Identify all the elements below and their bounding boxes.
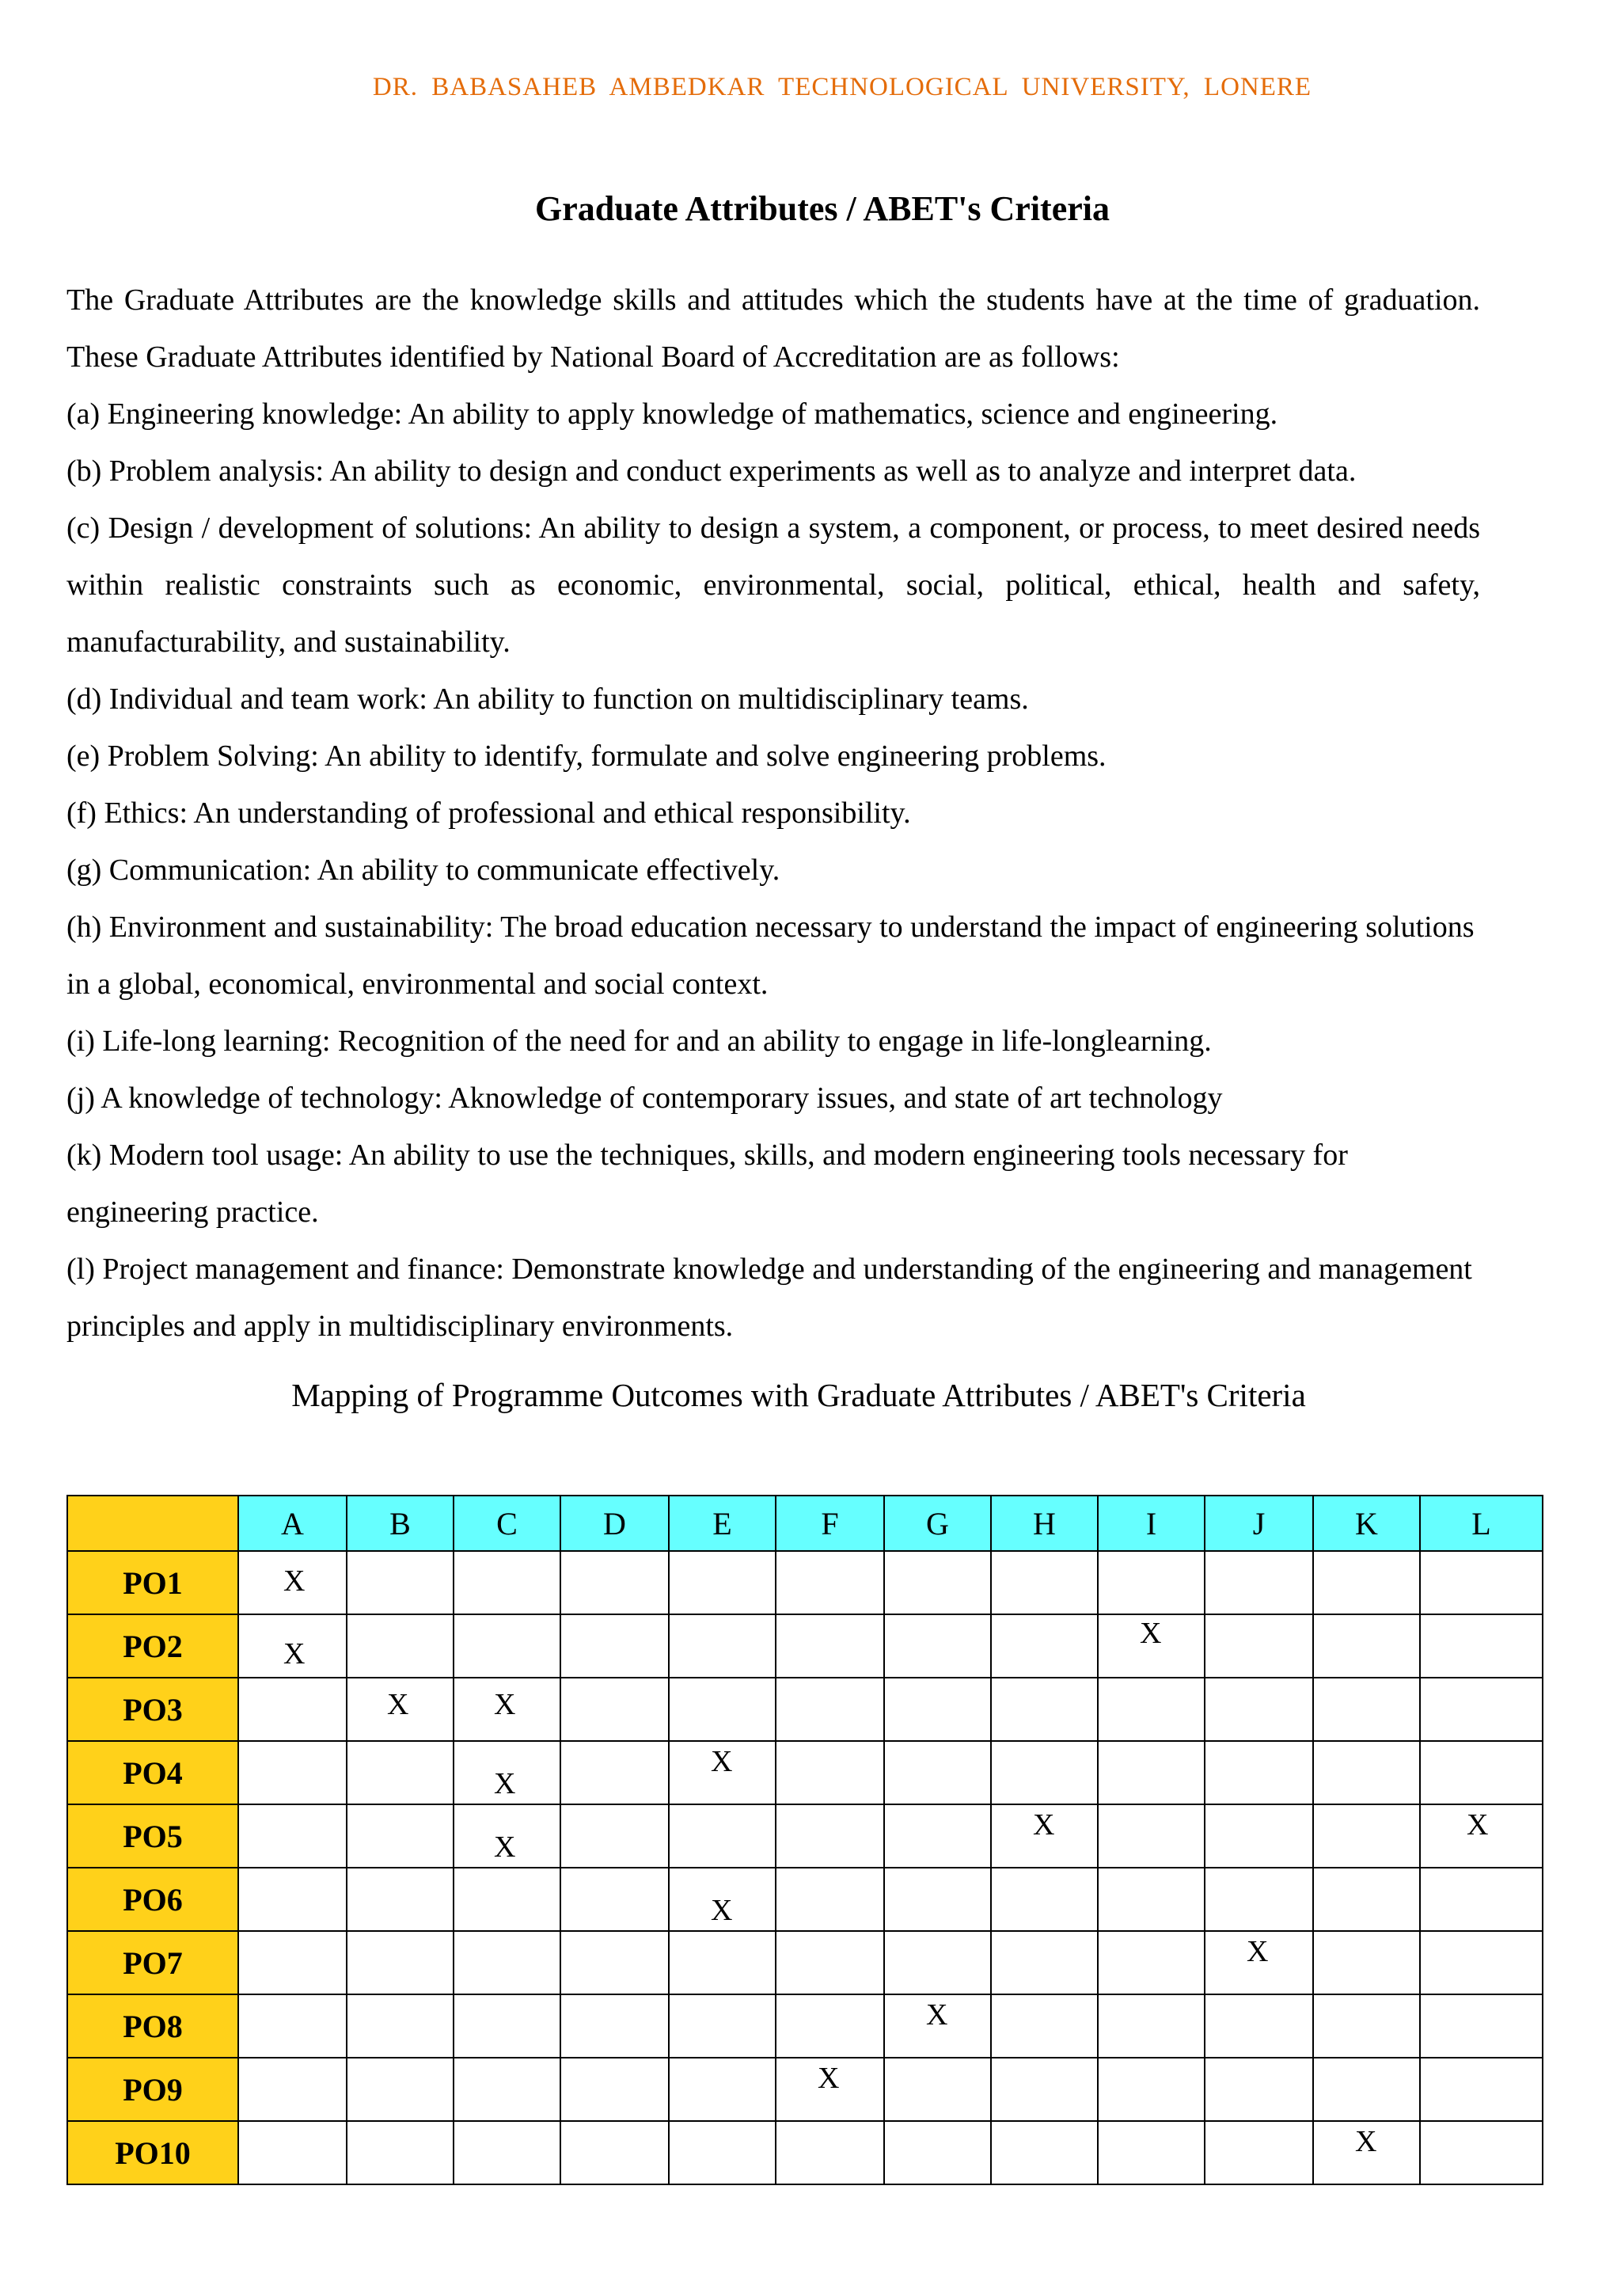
- cell-po1-f: [776, 1551, 884, 1614]
- cell-po3-h: [991, 1678, 1098, 1741]
- cell-po10-g: [884, 2121, 991, 2184]
- cell-po6-b: [347, 1868, 454, 1931]
- mapping-title: Mapping of Programme Outcomes with Graduate Attributes / ABET's Criteria: [291, 1377, 1306, 1413]
- cell-po9-c: [454, 2058, 560, 2121]
- cell-po3-k: [1313, 1678, 1420, 1741]
- cell-po9-k: [1313, 2058, 1420, 2121]
- column-header-c: C: [454, 1496, 560, 1551]
- table-row: [67, 1678, 1543, 1741]
- attribute-c: (c) Design / development of solutions: An ability to design a system, a component, or process, to meet desired needs within realistic constraints such as economic, environmental, social, political, ethical, health and safety, manufacturability, and sustainability.: [66, 511, 1480, 659]
- table-row: [67, 1614, 1543, 1678]
- cell-po3-l: [1420, 1678, 1543, 1741]
- cell-po5-g: [884, 1804, 991, 1868]
- cell-po6-j: [1205, 1868, 1313, 1931]
- cell-po9-h: [991, 2058, 1098, 2121]
- table-row: [67, 1741, 1543, 1804]
- mapping-mark: X: [494, 1688, 516, 1721]
- cell-po8-c: [454, 1994, 560, 2058]
- row-header-po2: PO2: [67, 1614, 238, 1678]
- attribute-f: (f) Ethics: An understanding of professional and ethical responsibility.: [66, 796, 911, 830]
- cell-po1-i: [1098, 1551, 1205, 1614]
- cell-po7-b: [347, 1931, 454, 1994]
- cell-po3-g: [884, 1678, 991, 1741]
- row-header-po10: PO10: [67, 2121, 238, 2184]
- cell-po10-j: [1205, 2121, 1313, 2184]
- attribute-g: (g) Communication: An ability to communicate effectively.: [66, 853, 780, 887]
- cell-po1-l: [1420, 1551, 1543, 1614]
- cell-po2-k: [1313, 1614, 1420, 1678]
- cell-po5-a: [238, 1804, 347, 1868]
- cell-po4-g: [884, 1741, 991, 1804]
- university-header: DR. BABASAHEB AMBEDKAR TECHNOLOGICAL UNIVERSITY, LONERE: [372, 73, 1312, 101]
- mapping-mark: X: [1140, 1617, 1162, 1650]
- cell-po1-j: [1205, 1551, 1313, 1614]
- cell-po1-b: [347, 1551, 454, 1614]
- cell-po2-i: [1098, 1614, 1205, 1678]
- mapping-mark: X: [283, 1564, 306, 1598]
- cell-po5-f: [776, 1804, 884, 1868]
- mapping-mark: X: [387, 1688, 409, 1721]
- cell-po2-g: [884, 1614, 991, 1678]
- cell-po2-j: [1205, 1614, 1313, 1678]
- table-row: [67, 1551, 1543, 1614]
- cell-po5-b: [347, 1804, 454, 1868]
- column-header-h: H: [991, 1496, 1098, 1551]
- column-header-a: A: [238, 1496, 347, 1551]
- cell-po7-d: [560, 1931, 669, 1994]
- mapping-mark: X: [711, 1894, 733, 1927]
- cell-po5-j: [1205, 1804, 1313, 1868]
- cell-po8-b: [347, 1994, 454, 2058]
- cell-po10-k: [1313, 2121, 1420, 2184]
- cell-po7-a: [238, 1931, 347, 1994]
- attribute-k: (k) Modern tool usage: An ability to use the techniques, skills, and modern engineering tools necessary for engineering practice.: [66, 1138, 1348, 1229]
- page-title: Graduate Attributes / ABET's Criteria: [535, 189, 1110, 228]
- column-header-e: E: [669, 1496, 776, 1551]
- cell-po10-l: [1420, 2121, 1543, 2184]
- column-header-f: F: [776, 1496, 884, 1551]
- cell-po10-b: [347, 2121, 454, 2184]
- attribute-j: (j) A knowledge of technology: Aknowledge of contemporary issues, and state of art technology: [66, 1081, 1223, 1115]
- cell-po5-h: [991, 1804, 1098, 1868]
- cell-po4-j: [1205, 1741, 1313, 1804]
- cell-po7-j: [1205, 1931, 1313, 1994]
- row-header-po3: PO3: [67, 1678, 238, 1741]
- cell-po3-d: [560, 1678, 669, 1741]
- cell-po2-l: [1420, 1614, 1543, 1678]
- table-row: [67, 1931, 1543, 1994]
- intro-paragraph: The Graduate Attributes are the knowledge skills and attitudes which the students have at the time of graduation. These Graduate Attributes identified by National Board of Accreditation are as follows:: [66, 283, 1480, 374]
- cell-po8-d: [560, 1994, 669, 2058]
- cell-po4-a: [238, 1741, 347, 1804]
- cell-po6-f: [776, 1868, 884, 1931]
- cell-po9-d: [560, 2058, 669, 2121]
- cell-po8-i: [1098, 1994, 1205, 2058]
- cell-po6-l: [1420, 1868, 1543, 1931]
- mapping-mark: X: [1033, 1808, 1055, 1842]
- mapping-mark: X: [1467, 1808, 1489, 1842]
- cell-po6-i: [1098, 1868, 1205, 1931]
- attribute-e: (e) Problem Solving: An ability to identify, formulate and solve engineering problems.: [66, 739, 1107, 773]
- cell-po3-f: [776, 1678, 884, 1741]
- cell-po9-i: [1098, 2058, 1205, 2121]
- cell-po10-h: [991, 2121, 1098, 2184]
- cell-po7-c: [454, 1931, 560, 1994]
- cell-po4-i: [1098, 1741, 1205, 1804]
- cell-po5-d: [560, 1804, 669, 1868]
- mapping-mark: X: [1247, 1935, 1269, 1968]
- cell-po4-e: [669, 1741, 776, 1804]
- row-header-po8: PO8: [67, 1994, 238, 2058]
- attribute-i: (i) Life-long learning: Recognition of the need for and an ability to engage in life-longlearning.: [66, 1024, 1212, 1058]
- cell-po7-i: [1098, 1931, 1205, 1994]
- cell-po1-h: [991, 1551, 1098, 1614]
- attribute-b: (b) Problem analysis: An ability to design and conduct experiments as well as to analyze and interpret data.: [66, 454, 1357, 488]
- mapping-mark: X: [494, 1830, 516, 1864]
- cell-po6-a: [238, 1868, 347, 1931]
- cell-po4-h: [991, 1741, 1098, 1804]
- cell-po2-h: [991, 1614, 1098, 1678]
- cell-po3-c: [454, 1678, 560, 1741]
- attribute-h: (h) Environment and sustainability: The broad education necessary to understand the impact of engineering solutions in a global, economical, environmental and social context.: [66, 910, 1475, 1001]
- cell-po10-e: [669, 2121, 776, 2184]
- cell-po8-g: [884, 1994, 991, 2058]
- cell-po6-c: [454, 1868, 560, 1931]
- cell-po3-j: [1205, 1678, 1313, 1741]
- table-row: [67, 1804, 1543, 1868]
- column-header-g: G: [884, 1496, 991, 1551]
- cell-po8-f: [776, 1994, 884, 2058]
- cell-po8-h: [991, 1994, 1098, 2058]
- row-header-po4: PO4: [67, 1741, 238, 1804]
- cell-po10-f: [776, 2121, 884, 2184]
- cell-po5-l: [1420, 1804, 1543, 1868]
- column-header-l: L: [1420, 1496, 1543, 1551]
- attribute-l: (l) Project management and finance: Demonstrate knowledge and understanding of the engineering and management principles and apply in multidisciplinary environments.: [66, 1253, 1472, 1343]
- mapping-mark: X: [283, 1637, 306, 1671]
- cell-po1-a: [238, 1551, 347, 1614]
- cell-po4-l: [1420, 1741, 1543, 1804]
- cell-po3-e: [669, 1678, 776, 1741]
- row-header-po6: PO6: [67, 1868, 238, 1931]
- column-header-b: B: [347, 1496, 454, 1551]
- cell-po1-d: [560, 1551, 669, 1614]
- cell-po10-d: [560, 2121, 669, 2184]
- cell-po3-b: [347, 1678, 454, 1741]
- cell-po5-c: [454, 1804, 560, 1868]
- mapping-mark: X: [1355, 2125, 1377, 2158]
- cell-po4-c: [454, 1741, 560, 1804]
- cell-po10-a: [238, 2121, 347, 2184]
- column-header-j: J: [1205, 1496, 1313, 1551]
- column-header-d: D: [560, 1496, 669, 1551]
- cell-po7-e: [669, 1931, 776, 1994]
- cell-po7-h: [991, 1931, 1098, 1994]
- cell-po3-a: [238, 1678, 347, 1741]
- cell-po2-a: [238, 1614, 347, 1678]
- cell-po4-d: [560, 1741, 669, 1804]
- mapping-mark: X: [926, 1998, 948, 2032]
- cell-po6-g: [884, 1868, 991, 1931]
- table-row: [67, 1868, 1543, 1931]
- cell-po9-j: [1205, 2058, 1313, 2121]
- table-header-row: [67, 1496, 1543, 1551]
- cell-po2-e: [669, 1614, 776, 1678]
- corner-cell: [67, 1496, 238, 1551]
- cell-po6-e: [669, 1868, 776, 1931]
- cell-po7-k: [1313, 1931, 1420, 1994]
- cell-po1-g: [884, 1551, 991, 1614]
- cell-po3-i: [1098, 1678, 1205, 1741]
- cell-po2-c: [454, 1614, 560, 1678]
- attribute-d: (d) Individual and team work: An ability to function on multidisciplinary teams.: [66, 682, 1029, 716]
- attributes-body: [66, 272, 1480, 1355]
- cell-po1-e: [669, 1551, 776, 1614]
- cell-po5-k: [1313, 1804, 1420, 1868]
- column-header-k: K: [1313, 1496, 1420, 1551]
- cell-po9-l: [1420, 2058, 1543, 2121]
- cell-po7-g: [884, 1931, 991, 1994]
- mapping-mark: X: [494, 1767, 516, 1800]
- cell-po8-j: [1205, 1994, 1313, 2058]
- cell-po1-c: [454, 1551, 560, 1614]
- cell-po9-e: [669, 2058, 776, 2121]
- cell-po10-i: [1098, 2121, 1205, 2184]
- cell-po8-e: [669, 1994, 776, 2058]
- cell-po5-i: [1098, 1804, 1205, 1868]
- row-header-po1: PO1: [67, 1551, 238, 1614]
- cell-po9-b: [347, 2058, 454, 2121]
- cell-po8-k: [1313, 1994, 1420, 2058]
- cell-po4-k: [1313, 1741, 1420, 1804]
- cell-po8-a: [238, 1994, 347, 2058]
- table-row: [67, 1994, 1543, 2058]
- cell-po9-f: [776, 2058, 884, 2121]
- cell-po2-b: [347, 1614, 454, 1678]
- cell-po4-b: [347, 1741, 454, 1804]
- cell-po7-f: [776, 1931, 884, 1994]
- table-row: [67, 2058, 1543, 2121]
- cell-po1-k: [1313, 1551, 1420, 1614]
- table-row: [67, 2121, 1543, 2184]
- row-header-po7: PO7: [67, 1931, 238, 1994]
- row-header-po5: PO5: [67, 1804, 238, 1868]
- cell-po8-l: [1420, 1994, 1543, 2058]
- column-header-i: I: [1098, 1496, 1205, 1551]
- mapping-mark: X: [818, 2062, 840, 2095]
- mapping-mark: X: [711, 1745, 733, 1778]
- cell-po6-d: [560, 1868, 669, 1931]
- attribute-a: (a) Engineering knowledge: An ability to apply knowledge of mathematics, science and engineering.: [66, 397, 1278, 431]
- cell-po6-k: [1313, 1868, 1420, 1931]
- cell-po10-c: [454, 2121, 560, 2184]
- table-body: [67, 1551, 1543, 2184]
- cell-po9-g: [884, 2058, 991, 2121]
- cell-po6-h: [991, 1868, 1098, 1931]
- cell-po5-e: [669, 1804, 776, 1868]
- row-header-po9: PO9: [67, 2058, 238, 2121]
- cell-po2-f: [776, 1614, 884, 1678]
- cell-po2-d: [560, 1614, 669, 1678]
- cell-po7-l: [1420, 1931, 1543, 1994]
- cell-po4-f: [776, 1741, 884, 1804]
- cell-po9-a: [238, 2058, 347, 2121]
- mapping-table: [66, 1495, 1543, 2185]
